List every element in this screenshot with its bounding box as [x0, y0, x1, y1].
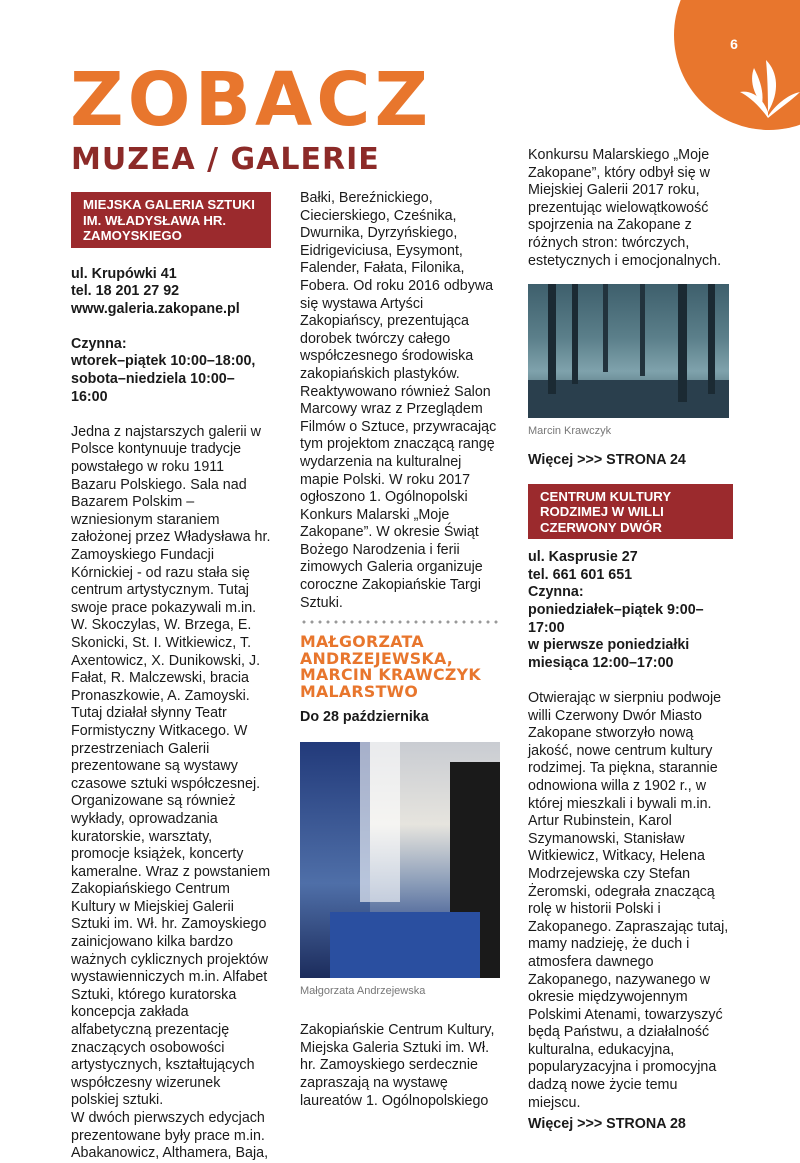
gallery-description-continued: Bałki, Bereźnickiego, Ciecierskiego, Cześnika, Dwurnika, Dyrzyńskiego, Eidrigeviciusa, Eysymont, Falender, Fałata, Filonika, Fobera. Od roku 2016 odbywa się wystawa Artyści Zakopiańscy, prezentująca dorobek twórczy całego współczesnego środowiska zakopiańskich plastyków. Reaktywowano również Salon Marcowy wraz z Przeglądem Filmów o Sztuce, przywracając tym projektom znaczącą rangę wydarzenia na kulturalnej mapie Polski. W roku 2017 ogłoszono 1. Ogólnopolski Konkurs Malarski „Moje Zakopane”. W okresie Świąt Bożego Narodzenia i ferii zimowych Galeria organizuje coroczne Zakopiańskie Targi Sztuki.: [300, 190, 497, 611]
gallery-hours-weekdays: wtorek–piątek 10:00–18:00,: [71, 353, 256, 370]
gallery-name-box: MIEJSKA GALERIA SZTUKI IM. WŁADYSŁAWA HR. ZAMOYSKIEGO: [71, 192, 271, 248]
page-number: 6: [730, 36, 738, 52]
section-title: MUZEA / GALERIE: [71, 142, 380, 177]
culture-center-address: ul. Kasprusie 27: [528, 549, 638, 566]
gallery-hours-label: Czynna:: [71, 335, 127, 352]
gallery-hours-weekend: sobota–niedziela 10:00–16:00: [71, 371, 235, 405]
column-2: [300, 190, 500, 1110]
column-3: [528, 147, 733, 1134]
gallery-description-editions: W dwóch pierwszych edycjach prezentowane były prace m.in. Abakanowicz, Althamera, Baja,: [71, 1110, 269, 1162]
gallery-phone[interactable]: tel. 18 201 27 92: [71, 283, 180, 300]
gallery-address: ul. Krupówki 41: [71, 265, 177, 282]
leaf-logo-icon: [738, 52, 800, 124]
photo-caption-andrzejewska: Małgorzata Andrzejewska: [300, 985, 426, 998]
more-link-page-24[interactable]: Więcej >>> STRONA 24: [528, 452, 686, 469]
exhibition-heading: MAŁGORZATA ANDRZEJEWSKA, MARCIN KRAWCZYK MALARSTWO: [300, 632, 481, 702]
more-link-page-28[interactable]: Więcej >>> STRONA 28: [528, 1116, 686, 1133]
krawczyk-painting: [528, 284, 729, 418]
culture-center-description: Otwierając w sierpniu podwoje willi Czerwony Dwór Miasto Zakopane stworzyło nową jakość, nowe centrum kultury rodzimej. Ta piękna, starannie odnowiona willa z 1902 r., w której mieszkali i bywali m.in. Artur Rubinstein, Karol Szymanowski, Stanisław Witkiewicz, Witkacy, Helena Modrzejewska czy Stefan Żeromski, odegrała znaczącą rolę w historii Polski i Zakopanego. Zapraszając tutaj, mamy nadzieję, że duch i atmosfera dawnego Zakopanego, nazywanego w okresie międzywojennym Polskimi Atenami, towarzyszyć będą Państwu, a działalność kulturalna, edukacyjna, popularyzacyjna i promocyjna dadzą nowe życie temu miejscu.: [528, 690, 729, 1111]
culture-center-hours-label: Czynna:: [528, 584, 584, 601]
culture-center-hours-mondays: w pierwsze poniedziałki miesiąca 12:00–17:00: [528, 637, 690, 671]
gallery-website-link[interactable]: www.galeria.zakopane.pl: [71, 300, 240, 317]
andrzejewska-painting: [300, 742, 500, 978]
gallery-description: Jedna z najstarszych galerii w Polsce kontynuuje tradycje powstałego w roku 1911 Bazaru Polskiego. Sala nad Bazarem Polskim – wzniesionym staraniem założonej przez Władysława hr. Zamoyskiego Fundacji Kórnickiej - od razu stała się centrum artystycznym. Tutaj swoje prace pokazywali m.in. W. Skoczylas, W. Brzega, E. Skonicki, St. I. Witkiewicz, T. Axentowicz, X. Dunikowski, J. Fałat, R. Malczewski, bracia Pronaszkowie, A. Zamoyski. Tutaj działał słynny Teatr Formistyczny Witkacego. W przestrzeniach Galerii prezentowane są wystawy czasowe sztuki współczesnej. Organizowane są również wykłady, oprowadzania kuratorskie, warsztaty, promocje książek, koncerty kameralne. Wraz z powstaniem Zakopiańskiego Centrum Kultury w Miejskiej Galerii Sztuki im. Wł. hr. Zamoyskiego zainicjowano kilka bardzo ważnych cyklicznych projektów wystawienniczych m.in. Alfabet Sztuki, którego kuratorska koncepcja zakłada alfabetyczną prezentację znaczących osobowości artystycznych, kształtujących współczesny wizerunek polskiej sztuki.: [71, 423, 271, 1109]
page-title: ZOBACZ: [70, 57, 433, 143]
exhibition-text: Zakopiańskie Centrum Kultury, Miejska Galeria Sztuki im. Wł. hr. Zamoyskiego serdecznie zapraszają na wystawę laureatów 1. Ogólnopolskiego: [300, 1022, 495, 1109]
culture-center-name-box: CENTRUM KULTURY RODZIMEJ W WILLI CZERWONY DWÓR: [528, 484, 733, 540]
column-1: [71, 192, 271, 1163]
exhibition-text-continued: Konkursu Malarskiego „Moje Zakopane”, który odbył się w Miejskiej Galerii 2017 roku, prezentując wielowątkowość spojrzenia na Zakopane z różnych stron: twórczych, estetycznych i emocjonalnych.: [528, 147, 722, 269]
dotted-divider: [300, 620, 500, 624]
culture-center-hours-weekdays: poniedziałek–piątek 9:00–17:00: [528, 602, 704, 636]
culture-center-phone[interactable]: tel. 661 601 651: [528, 566, 633, 583]
photo-caption-krawczyk: Marcin Krawczyk: [528, 425, 612, 438]
exhibition-date: Do 28 października: [300, 708, 429, 725]
